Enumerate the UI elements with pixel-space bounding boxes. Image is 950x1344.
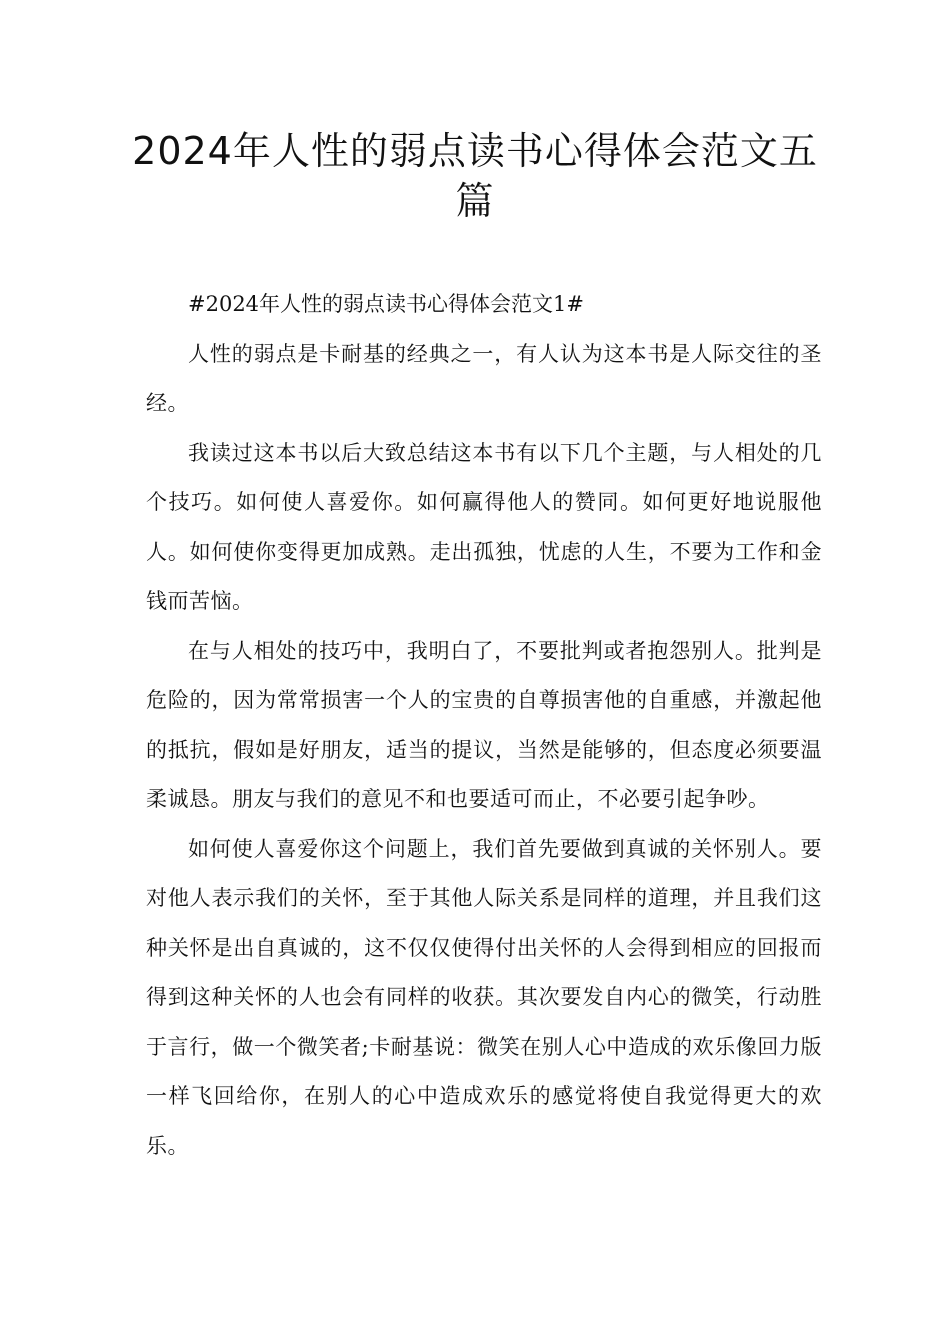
paragraph-3: 在与人相处的技巧中，我明白了，不要批判或者抱怨别人。批判是危险的，因为常常损害一个人的宝贵的自尊损害他的自重感，并激起他的抵抗，假如是好朋友，适当的提议，当然是能够的，但态度必须要温柔诚恳。朋友与我们的意见不和也要适可而止，不必要引起争吵。 [146, 638, 822, 811]
paragraph-4: 如何使人喜爱你这个问题上，我们首先要做到真诚的关怀别人。要对他人表示我们的关怀，至于其他人际关系是同样的道理，并且我们这种关怀是出自真诚的，这不仅仅使得付出关怀的人会得到相应的回报而得到这种关怀的人也会有同样的收获。其次要发自内心的微笑，行动胜于言行，做一个微笑者;卡耐基说：微笑在别人心中造成的欢乐像回力版一样飞回给你，在别人的心中造成欢乐的感觉将使自我觉得更大的欢乐。 [146, 836, 822, 1158]
section-heading: #2024年人性的弱点读书心得体会范文1# [188, 292, 584, 316]
document-title: 2024年人性的弱点读书心得体会范文五篇 [132, 129, 818, 223]
document-body [146, 280, 822, 1171]
paragraph-2: 我读过这本书以后大致总结这本书有以下几个主题，与人相处的几个技巧。如何使人喜爱你。如何赢得他人的赞同。如何更好地说服他人。如何使你变得更加成熟。走出孤独，忧虑的人生，不要为工作和金钱而苦恼。 [146, 440, 822, 613]
paragraph-1: 人性的弱点是卡耐基的经典之一，有人认为这本书是人际交往的圣经。 [146, 341, 822, 415]
